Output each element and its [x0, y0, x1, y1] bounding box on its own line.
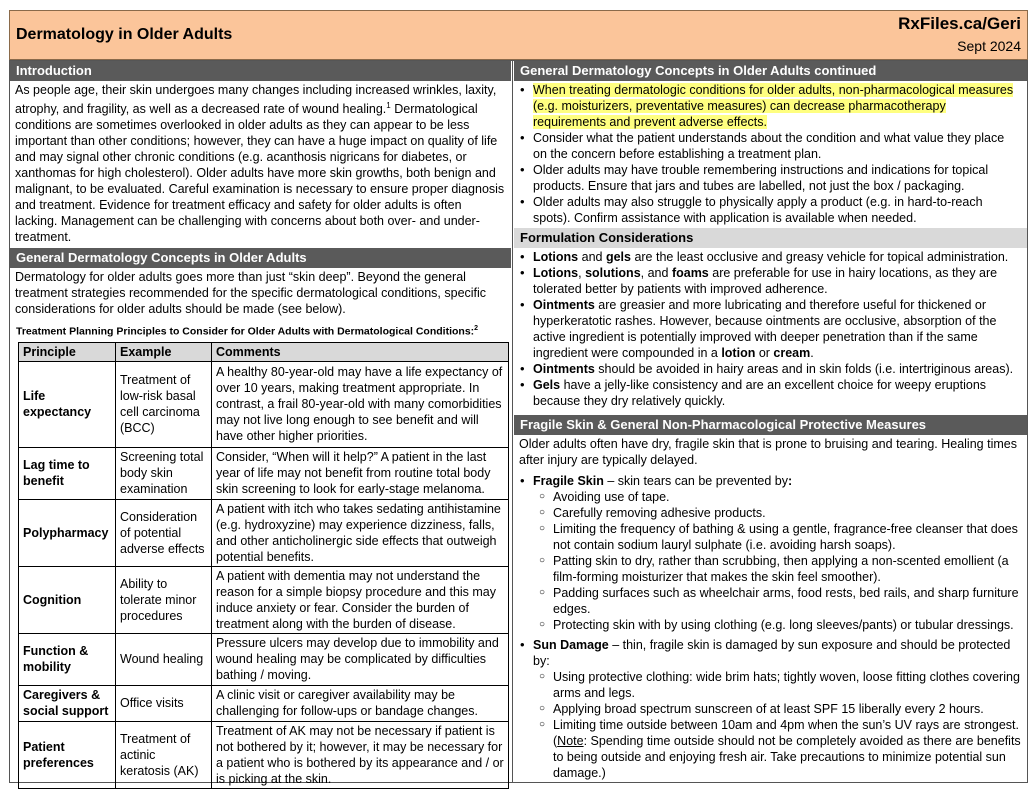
example-cell: Office visits	[116, 685, 212, 721]
list-text: – skin tears can be prevented by	[603, 474, 788, 488]
column-header-principle: Principle	[19, 342, 116, 361]
list-item: • Older adults may have trouble remembering instructions and indications for topical products. Ensure that jars and tubes are labelled, not just the box / packaging.	[533, 162, 1021, 194]
sublist-text: Limiting time outside between 10am and 4pm when the sun’s UV rays are strongest.	[553, 718, 1019, 732]
sublist-item: ○ Padding surfaces such as wheelchair arms, food rests, bed rails, and sharp furniture edges.	[553, 585, 1021, 617]
sublist-item: ○ Patting skin to dry, rather than scrubbing, then applying a non-scented emollient (a film-forming moisturizer that makes the skin feel smoother).	[553, 553, 1021, 585]
note-text: : Spending time outside should not be completely avoided as there are benefits to being outside and enjoying fresh air. Take precautions to minimize potential sun damage.)	[553, 734, 1021, 780]
sublist-item: ○ Avoiding use of tape.	[553, 489, 1021, 505]
list-text: are preferable for use in hairy locations, as they are tolerated better by patients with improved adherence.	[533, 266, 998, 296]
principle-cell: Patient preferences	[19, 721, 116, 788]
list-item	[533, 249, 1021, 265]
sublist-item: ○ Applying broad spectrum sunscreen of at least SPF 15 liberally every 2 hours.	[553, 701, 1021, 717]
brand-link[interactable]: RxFiles.ca/Geri	[898, 14, 1021, 33]
continued-list-wrap	[514, 81, 1026, 226]
document-header	[9, 10, 1028, 60]
bold-term: gels	[605, 250, 631, 264]
table-row	[19, 685, 509, 721]
bold-term: solutions	[585, 266, 641, 280]
introduction-heading: Introduction	[10, 61, 511, 81]
intro-reference: 1	[386, 101, 391, 110]
principle-cell: Cognition	[19, 566, 116, 633]
list-text: ,	[578, 266, 586, 280]
comment-cell: A healthy 80-year-old may have a life expectancy of over 10 years, making treatment appropriate. In contrast, a frail 80-year-old with many comorbidities may not live long enough to see benefit and will have other higher priorities.	[212, 361, 509, 447]
formulation-list	[514, 249, 1021, 409]
concepts-heading: General Dermatology Concepts in Older Adults	[10, 248, 511, 268]
formulation-list-wrap	[514, 248, 1026, 409]
fragile-intro	[514, 435, 1026, 468]
sublist-item: ○ Protecting skin with by using clothing (e.g. long sleeves/pants) or tubular dressings.	[553, 617, 1021, 633]
list-item	[533, 265, 1021, 297]
fragile-list	[514, 473, 1021, 781]
principle-cell: Caregivers & social support	[19, 685, 116, 721]
list-item	[533, 82, 1021, 130]
continued-list	[514, 82, 1021, 226]
example-cell: Ability to tolerate minor procedures	[116, 566, 212, 633]
example-cell: Treatment of low-risk basal cell carcinoma (BCC)	[116, 361, 212, 447]
bold-term: Lotions	[533, 250, 579, 264]
list-item	[533, 361, 1021, 377]
list-item	[533, 473, 1021, 633]
table-row	[19, 721, 509, 788]
column-divider	[512, 60, 513, 783]
table-row	[19, 361, 509, 447]
list-text: and	[578, 250, 606, 264]
comment-cell: Treatment of AK may not be necessary if patient is not bothered by it; however, it may be necessary for a patient who is bothered by its appearance and / or is picking at the skin.	[212, 721, 509, 788]
table-title-text: Treatment Planning Principles to Consider for Older Adults with Dermatological Conditions:	[16, 325, 475, 338]
principle-cell: Polypharmacy	[19, 499, 116, 566]
right-column	[514, 61, 1026, 781]
example-cell: Treatment of actinic keratosis (AK)	[116, 721, 212, 788]
left-column	[10, 61, 510, 789]
list-item: • Older adults may also struggle to physically apply a product (e.g. in hard-to-reach spots). Confirm assistance with application is available when needed.	[533, 194, 1021, 226]
comment-cell: Consider, “When will it help?” A patient in the last year of life may not benefit from routine total body skin screening to look for early-stage melanoma.	[212, 447, 509, 499]
example-cell: Consideration of potential adverse effects	[116, 499, 212, 566]
concepts-paragraph: Dermatology for older adults goes more than just “skin deep”. Beyond the general treatment strategies recommended for the specific dermatological conditions, specific considerations for older adults should be made (see below).	[15, 270, 487, 317]
table-title	[10, 317, 510, 342]
bold-term: Fragile Skin	[533, 474, 604, 488]
list-text: – thin, fragile skin is damaged by sun exposure and should be protected by:	[533, 638, 1011, 668]
table-row	[19, 566, 509, 633]
list-text: have a jelly-like consistency and are an excellent choice for weepy eruptions because they dry relatively quickly.	[533, 378, 987, 408]
list-item	[533, 297, 1021, 361]
comment-cell: A patient with dementia may not understand the reason for a simple biopsy procedure and this may induce anxiety or fear. Consider the burden of treatment along with the burden of disease.	[212, 566, 509, 633]
bold-term: Ointments	[533, 362, 595, 376]
list-text: , and	[640, 266, 672, 280]
bold-term: Ointments	[533, 298, 595, 312]
formulation-heading: Formulation Considerations	[514, 228, 1027, 248]
list-text: .	[810, 346, 814, 360]
list-text: should be avoided in hairy areas and in skin folds (i.e. intertriginous areas).	[594, 362, 1014, 376]
publication-date: Sept 2024	[957, 38, 1021, 54]
intro-text-1: As people age, their skin undergoes many changes including increased wrinkles, laxity, atrophy, and fragility, as well as a decreased rate of wound healing.	[15, 83, 497, 117]
list-item	[533, 637, 1021, 781]
introduction-text	[10, 81, 510, 245]
table-row	[19, 499, 509, 566]
column-header-comments: Comments	[212, 342, 509, 361]
concepts-text	[10, 268, 510, 317]
sun-damage-sublist	[533, 669, 1021, 781]
comment-cell: A clinic visit or caregiver availability may be challenging for follow-ups or bandage changes.	[212, 685, 509, 721]
example-cell: Wound healing	[116, 633, 212, 685]
fragile-list-wrap	[514, 472, 1026, 781]
sublist-item: ○ Using protective clothing: wide brim hats; tightly woven, loose fitting clothes covering arms and legs.	[553, 669, 1021, 701]
principle-cell: Lag time to benefit	[19, 447, 116, 499]
example-cell: Screening total body skin examination	[116, 447, 212, 499]
sublist-item	[553, 717, 1021, 781]
intro-text-2: Dermatological conditions are sometimes overlooked in older adults as they can appear to be less important than other conditions; however, they can have a huge impact on quality of life and may signal other chronic conditions (e.g. acanthosis nigricans for diabetes, or xanthomas for high cholesterol). Older adults have more skin growths, both benign and malignant, to be evaluated. Careful examination is necessary to ensure proper diagnosis and treatment. Evidence for treatment efficacy and safety for older adults is often lacking. Management can be challenging with concerns about both over- and under-treatment.	[15, 102, 505, 245]
fragile-intro-text: Older adults often have dry, fragile skin that is prone to bruising and tearing. Healing times after injury are typically delayed.	[519, 437, 1017, 467]
fragile-skin-sublist	[533, 489, 1021, 633]
table-row	[19, 633, 509, 685]
table-row	[19, 447, 509, 499]
highlighted-text: When treating dermatologic conditions for older adults, non-pharmacological measures (e.g. moisturizers, preventative measures) can decrease pharmacotherapy requirements and prevent adverse effects.	[533, 83, 1014, 129]
bold-term: lotion	[721, 346, 756, 360]
comment-cell: A patient with itch who takes sedating antihistamine (e.g. hydroxyzine) may experience dizziness, falls, and other anticholinergic side effects that outweigh potential benefits.	[212, 499, 509, 566]
bold-term: Gels	[533, 378, 561, 392]
bold-term: Lotions	[533, 266, 579, 280]
principle-cell: Life expectancy	[19, 361, 116, 447]
bold-term: cream	[773, 346, 811, 360]
bold-term: Sun Damage	[533, 638, 609, 652]
bold-term: foams	[671, 266, 709, 280]
document-title: Dermatology in Older Adults	[16, 26, 233, 43]
continued-heading: General Dermatology Concepts in Older Adults continued	[514, 61, 1027, 81]
list-text: are greasier and more lubricating and therefore useful for thickened or hyperkeratotic rashes. However, because ointments are occlusive, absorption of the active ingredient is potentially improved with deeper penetration than if the same ingredient were compounded in a	[533, 298, 997, 360]
colon: :	[788, 474, 793, 488]
comment-cell: Pressure ulcers may develop due to immobility and wound healing may be complicated by difficulties bathing / moving.	[212, 633, 509, 685]
sublist-item: ○ Limiting the frequency of bathing & using a gentle, fragrance-free cleanser that does not contain sodium lauryl sulphate (i.e. avoiding harsh soaps).	[553, 521, 1021, 553]
list-item	[533, 377, 1021, 409]
principle-cell: Function & mobility	[19, 633, 116, 685]
column-header-example: Example	[116, 342, 212, 361]
table-header-row	[19, 342, 509, 361]
sublist-item: ○ Carefully removing adhesive products.	[553, 505, 1021, 521]
note-open: (	[553, 734, 558, 748]
table-reference: 2	[474, 325, 479, 333]
principles-table	[18, 342, 509, 789]
list-text: or	[755, 346, 774, 360]
list-item: • Consider what the patient understands about the condition and what value they place on the concern before establishing a treatment plan.	[533, 130, 1021, 162]
note-label: Note	[557, 734, 584, 748]
list-text: are the least occlusive and greasy vehicle for topical administration.	[630, 250, 1009, 264]
fragile-skin-heading: Fragile Skin & General Non-Pharmacological Protective Measures	[514, 415, 1027, 435]
